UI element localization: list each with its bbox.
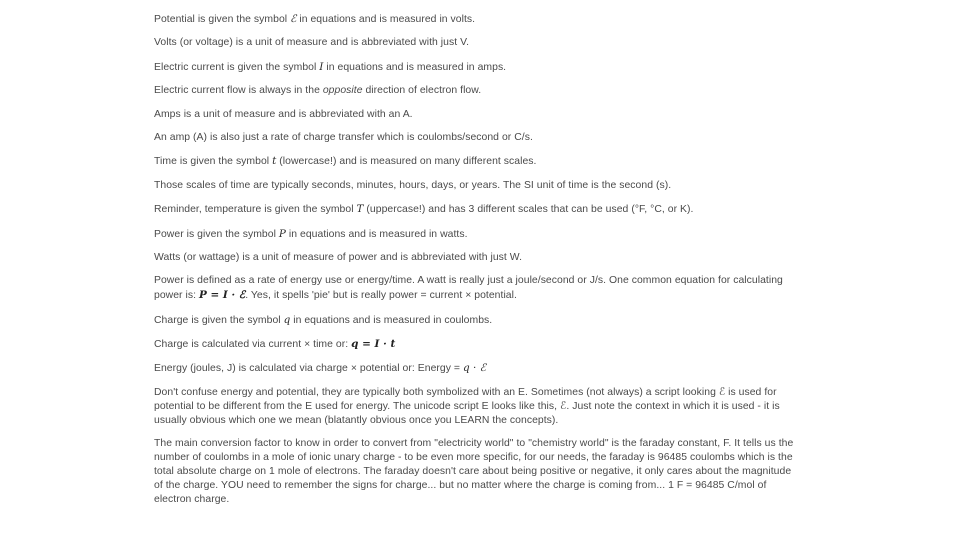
- paragraph-amp-rate: An amp (A) is also just a rate of charge transfer which is coulombs/second or C/s.: [154, 131, 533, 143]
- symbol: ℰ: [290, 13, 297, 25]
- paragraph-energy-calc: [154, 361, 800, 376]
- text: Electric current is given the symbol: [154, 61, 320, 73]
- symbol: t: [272, 155, 277, 168]
- text: Electric current flow is always in the: [154, 85, 323, 97]
- text: Potential is given the symbol: [154, 14, 291, 25]
- paragraph-volts: Volts (or voltage) is a unit of measure and is abbreviated with just V.: [154, 37, 470, 49]
- power-equation: P = I · ℰ: [198, 289, 246, 302]
- text: (lowercase!) and is measured on many different scales.: [276, 156, 537, 168]
- paragraph-power-symbol: [154, 227, 800, 242]
- text: in equations and is measured in watts.: [285, 228, 468, 240]
- paragraph-energy-vs-potential: Don't confuse energy and potential, they are typically both symbolized with an E. Sometimes (not always) a script looking ℰ is used for potential to be different from the E used for energy. The unicode script E looks like this, ℰ. Just note the context in which it is used - it is usually obvious which one we mean (blatantly obvious once you LEARN the concepts).: [154, 386, 780, 426]
- paragraph-faraday-constant: The main conversion factor to know in order to convert from "electricity world" to "chemistry world" is the faraday constant, F. It tells us the number of coulombs in a mole of ionic unary charge - to be even more specific, for our needs, the faraday is 96485 coulombs which is the total absolute charge on 1 mole of electrons. The faraday doesn't care about being positive or negative, it only cares about the magnitude of the charge. YOU need to remember the signs for charge... but no matter where the charge is coming from... 1 F = 96485 C/mol of electron charge.: [154, 438, 794, 506]
- paragraph-current-flow: [154, 84, 800, 98]
- paragraph-current-symbol: [154, 60, 800, 75]
- emphasis: opposite: [322, 85, 363, 97]
- paragraph-amps: Amps is a unit of measure and is abbreviated with an A.: [154, 108, 413, 120]
- energy-equation: q · ℰ: [462, 362, 487, 375]
- paragraph-time-symbol: [154, 154, 800, 169]
- symbol: P: [278, 227, 286, 240]
- paragraph-time-scales: Those scales of time are typically seconds, minutes, hours, days, or years. The SI unit of time is the second (s).: [154, 179, 672, 191]
- text: Time is given the symbol: [154, 156, 273, 168]
- paragraph-temperature: [154, 202, 800, 217]
- text: Reminder, temperature is given the symbol: [154, 204, 357, 216]
- text: Power is given the symbol: [154, 228, 279, 240]
- symbol: q: [283, 313, 291, 326]
- text: (uppercase!) and has 3 different scales that can be used (°F, °C, or K).: [363, 204, 694, 216]
- paragraph-watts: Watts (or wattage) is a unit of measure of power and is abbreviated with just W.: [154, 251, 523, 263]
- paragraph-power-definition: [154, 274, 800, 303]
- paragraph-potential-symbol: [154, 12, 800, 27]
- symbol: T: [356, 203, 364, 216]
- paragraph-charge-symbol: [154, 313, 800, 328]
- text: in equations and is measured in coulombs.: [290, 314, 493, 326]
- paragraph-charge-calc: [154, 337, 800, 352]
- text: direction of electron flow.: [362, 85, 482, 97]
- text: Power is defined as a rate of energy use or energy/time. A watt is really just a joule/second or J/s. One common equation for calculating power is:: [154, 275, 783, 302]
- text: in equations and is measured in amps.: [323, 61, 507, 73]
- text: . Yes, it spells 'pie' but is really power = current × potential.: [245, 290, 517, 302]
- text: Charge is given the symbol: [154, 314, 284, 326]
- text: Energy (joules, J) is calculated via charge × potential or: Energy =: [154, 363, 463, 375]
- notes-body: [154, 12, 800, 517]
- charge-equation: q = I · t: [351, 338, 396, 351]
- text: Charge is calculated via current × time or:: [154, 339, 352, 351]
- symbol: I: [319, 60, 324, 73]
- text: in equations and is measured in volts.: [296, 14, 476, 25]
